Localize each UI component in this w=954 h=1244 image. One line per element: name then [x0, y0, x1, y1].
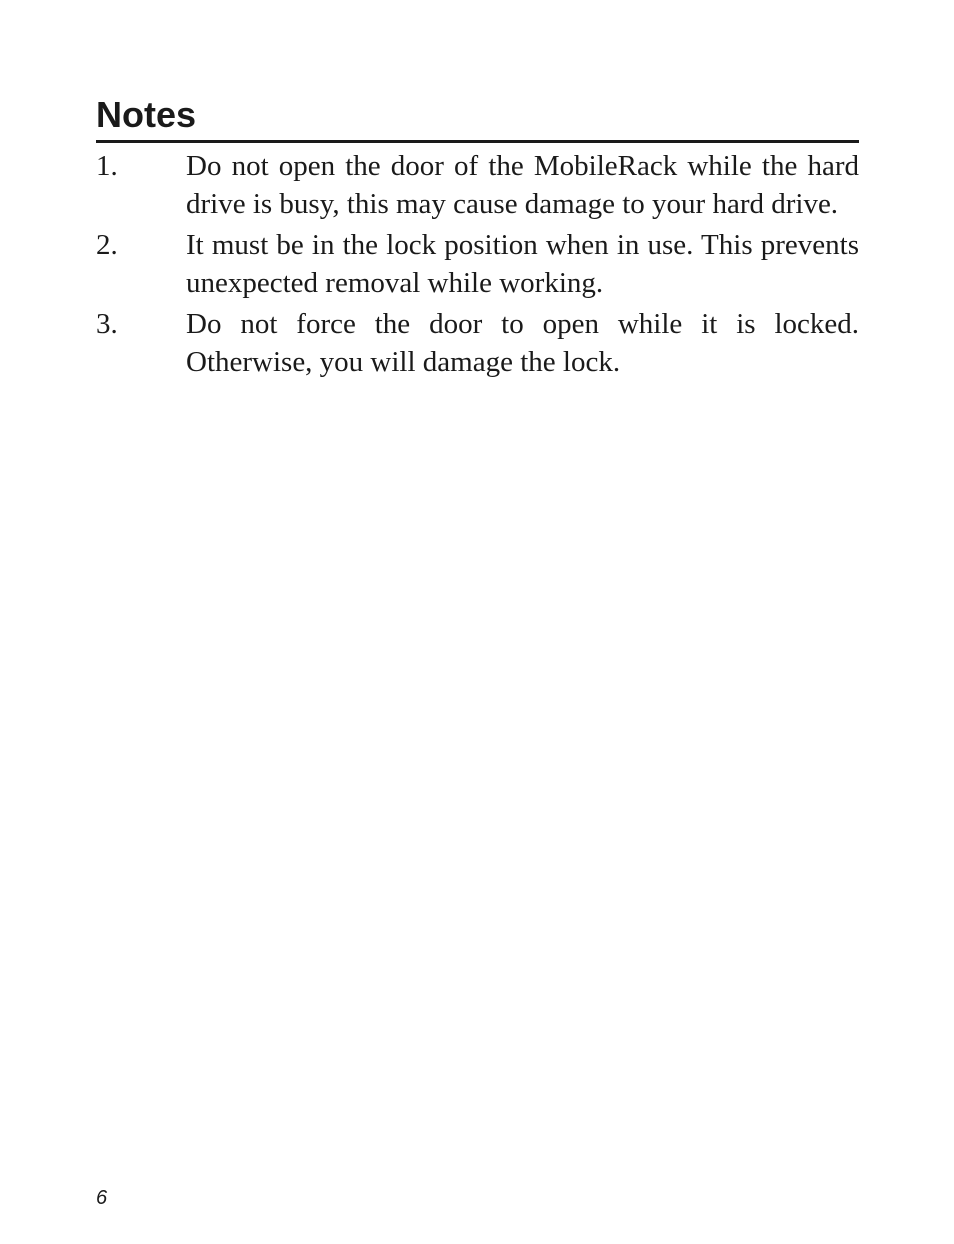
page-number: 6: [96, 1187, 108, 1209]
section-heading: Notes: [96, 94, 197, 135]
note-item-1: [96, 148, 859, 223]
note-item-2: [96, 227, 859, 302]
note-item-3: [96, 306, 859, 381]
note-number: 3.: [96, 308, 118, 340]
notes-list: [96, 148, 859, 385]
note-number: 2.: [96, 229, 118, 261]
heading-rule: [96, 140, 859, 143]
note-text: Do not open the door of the MobileRack while the hard drive is busy, this may cause damage to your hard drive.: [186, 150, 859, 220]
note-text: It must be in the lock position when in use. This prevents unexpected removal while working.: [186, 229, 859, 299]
note-text: Do not force the door to open while it is locked. Otherwise, you will damage the lock.: [186, 308, 859, 378]
note-number: 1.: [96, 150, 118, 182]
